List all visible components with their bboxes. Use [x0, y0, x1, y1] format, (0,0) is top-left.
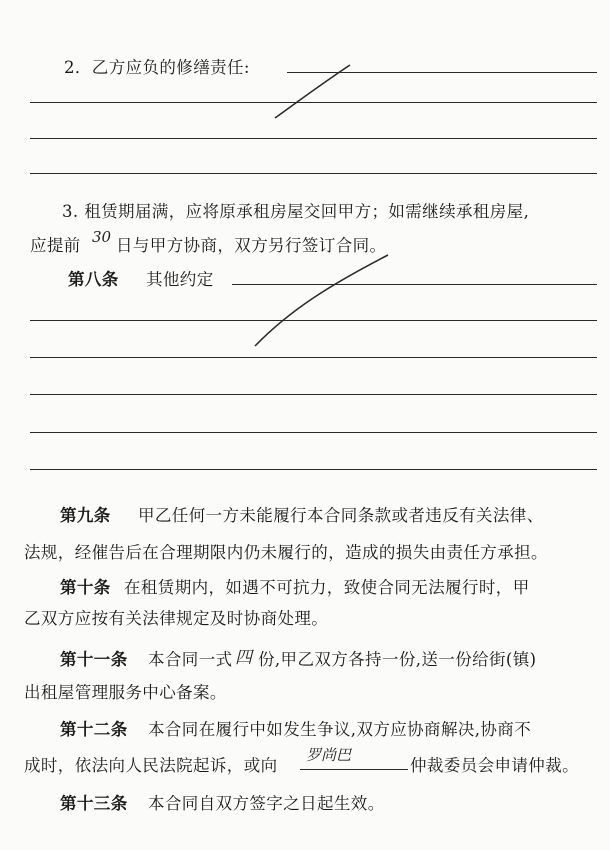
article-9-heading: 第九条 — [60, 506, 111, 525]
article-11-line-1-end: 份,甲乙双方各持一份,送一份给街(镇) — [258, 650, 537, 669]
article-9-line-1: 甲乙任何一方未能履行本合同条款或者违反有关法律、 — [138, 506, 544, 525]
article-12-line-1: 本合同在履行中如发生争议,双方应协商解决,协商不 — [148, 720, 532, 739]
article-12-heading: 第十二条 — [60, 720, 128, 739]
article-8-title: 其他约定 — [146, 270, 214, 289]
article-10-line-2: 乙双方应按有关法律规定及时协商处理。 — [24, 609, 329, 628]
lease-expiry-line-1: 3. 租赁期届满，应将原承租房屋交回甲方；如需继续承租房屋, — [62, 202, 530, 221]
notice-days-handwritten: 30 — [92, 228, 112, 246]
article-8-heading: 第八条 — [68, 270, 119, 289]
article-9-line-2: 法规，经催告后在合理期限内仍未履行的，造成的损失由责任方承担。 — [24, 543, 548, 562]
arbitration-body-handwritten: 罗尚巴 — [306, 746, 352, 764]
article-13-text: 本合同自双方签字之日起生效。 — [148, 794, 385, 813]
article-12-line-2-start: 成时，依法向人民法院起诉，或向 — [24, 756, 278, 775]
article-10-heading: 第十条 — [60, 578, 111, 597]
lease-expiry-line-2-start: 应提前 — [30, 236, 81, 255]
copies-handwritten: 四 — [235, 648, 252, 668]
article-12-line-2-end: 仲裁委员会申请仲裁。 — [410, 756, 579, 775]
article-10-line-1: 在租赁期内，如遇不可抗力，致使合同无法履行时，甲 — [124, 578, 530, 597]
article-11-line-2: 出租屋管理服务中心备案。 — [24, 683, 227, 702]
repair-responsibility-label: 2．乙方应负的修缮责任: — [64, 58, 250, 77]
article-13-heading: 第十三条 — [60, 794, 128, 813]
article-11-line-1-start: 本合同一式 — [148, 650, 233, 669]
lease-expiry-line-2-end: 日与甲方协商，双方另行签订合同。 — [116, 236, 387, 255]
strike-stroke — [255, 255, 388, 346]
article-11-heading: 第十一条 — [60, 650, 128, 669]
strike-stroke — [275, 65, 350, 118]
